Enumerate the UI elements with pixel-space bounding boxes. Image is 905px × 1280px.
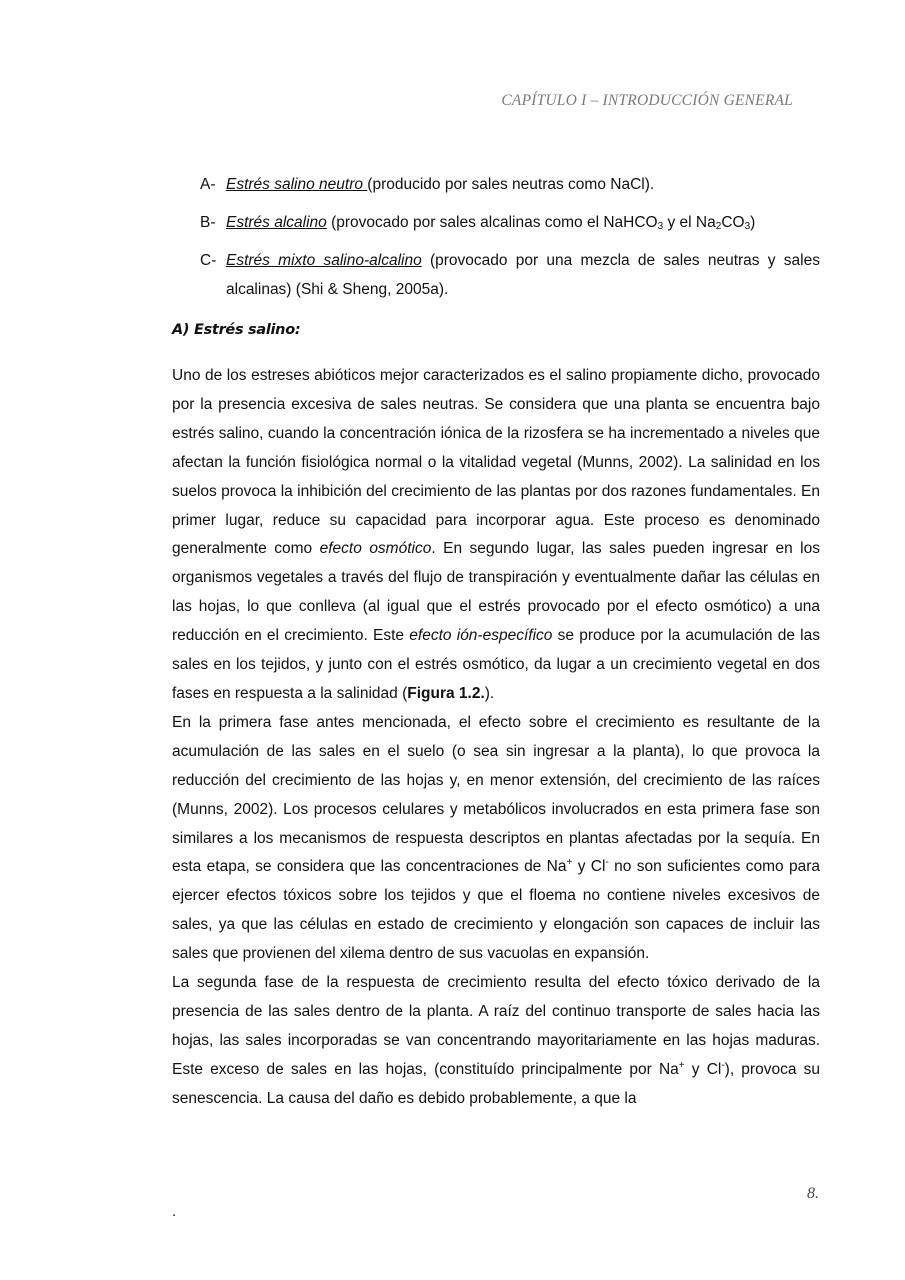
list-item-c: [200, 246, 820, 304]
text: y Cl: [684, 1060, 722, 1078]
list-item-b: [200, 208, 820, 237]
text: En la primera fase antes mencionada, el efecto sobre el crecimiento es resultante de la acumulación de las sales en el suelo (o sea sin ingresar a la planta), lo que provoca la reducción del crecimiento de las hojas y, en menor extensión, del crecimiento de las raíces (Munns, 2002). Los procesos celulares y metabólicos involucrados en esta primera fase son similares a los mecanismos de respuesta descriptos en plantas afectadas por la sequía. En esta etapa, se considera que las concentraciones de Na: [172, 713, 820, 876]
list-marker: A-: [200, 176, 216, 193]
term-alkaline: Estrés alcalino: [226, 214, 327, 231]
text: no son suficientes como para ejercer efectos tóxicos sobre los tejidos y que el floema no contiene niveles excesivos de sales, ya que las células en estado de crecimiento y elongación son capaces de incluir las sales que provienen del xilema dentro de sus vacuolas en expansión.: [172, 858, 821, 963]
list-text: y el Na: [663, 214, 716, 231]
superscript: -: [721, 1059, 725, 1071]
paragraph-3: [172, 969, 820, 1114]
term-ion-specific-effect: efecto ión-específico: [409, 627, 553, 645]
section-heading: A) Estrés salino:: [172, 322, 301, 338]
list-text: (producido por sales neutras como NaCl).: [367, 176, 655, 193]
superscript: -: [605, 857, 609, 869]
text: La segunda fase de la respuesta de crecimiento resulta del efecto tóxico derivado de la presencia de las sales dentro de la planta. A raíz del continuo transporte de sales hacia las hojas, las sales incorporadas se van concentrando mayoritariamente en las hojas maduras. Este exceso de sales en las hojas, (constituído principalmente por Na: [172, 974, 820, 1078]
superscript: +: [566, 857, 573, 869]
superscript: +: [678, 1059, 685, 1071]
text: ).: [484, 684, 495, 702]
page-number: 8.: [807, 1185, 819, 1202]
footer-dot: .: [172, 1203, 177, 1220]
subscript: 3: [744, 221, 751, 232]
term-neutral-saline: Estrés salino neutro: [226, 176, 368, 193]
paragraph-2: [172, 709, 820, 969]
chapter-header: CAPÍTULO I – INTRODUCCIÓN GENERAL: [501, 92, 793, 109]
term-osmotic-effect: efecto osmótico: [319, 540, 432, 558]
term-mixed-saline-alkaline: Estrés mixto salino-alcalino: [226, 252, 422, 269]
text: . En segundo lugar, las sales pueden ingresar en los organismos vegetales a través del flujo de transpiración y eventualmente dañar las células en las hojas, lo que conlleva (al igual que el estrés provocado por el efecto osmótico) a una reducción en el crecimiento. Este: [172, 540, 820, 645]
subscript: 3: [657, 221, 664, 232]
text: ), provoca su senescencia. La causa del daño es debido probablemente, a que la: [172, 1060, 820, 1107]
stress-type-list: [200, 170, 820, 313]
figure-reference: Figura 1.2.: [407, 684, 485, 702]
body-text: [172, 362, 820, 1114]
list-text: ): [750, 214, 756, 231]
list-item-a: [200, 170, 820, 199]
list-text: (provocado por una mezcla de sales neutras y sales alcalinas) (Shi & Sheng, 2005a).: [226, 252, 820, 298]
list-marker: C-: [200, 252, 217, 269]
paragraph-1: [172, 362, 820, 709]
text: Uno de los estreses abióticos mejor caracterizados es el salino propiamente dicho, provocado por la presencia excesiva de sales neutras. Se considera que una planta se encuentra bajo estrés salino, cuando la concentración iónica de la rizosfera se ha incrementado a niveles que afectan la función fisiológica normal o la vitalidad vegetal (Munns, 2002). La salinidad en los suelos provoca la inhibición del crecimiento de las plantas por dos razones fundamentales. En primer lugar, reduce su capacidad para incorporar agua. Este proceso es denominado generalmente como: [172, 367, 820, 558]
list-marker: B-: [200, 214, 216, 231]
list-text: (provocado por sales alcalinas como el NaHCO: [326, 214, 658, 231]
text: y Cl: [572, 858, 606, 876]
text: se produce por la acumulación de las sales en los tejidos, y junto con el estrés osmótico, da lugar a un crecimiento vegetal en dos fases en respuesta a la salinidad (: [172, 627, 820, 702]
subscript: 2: [715, 221, 722, 232]
list-text: CO: [721, 214, 745, 231]
